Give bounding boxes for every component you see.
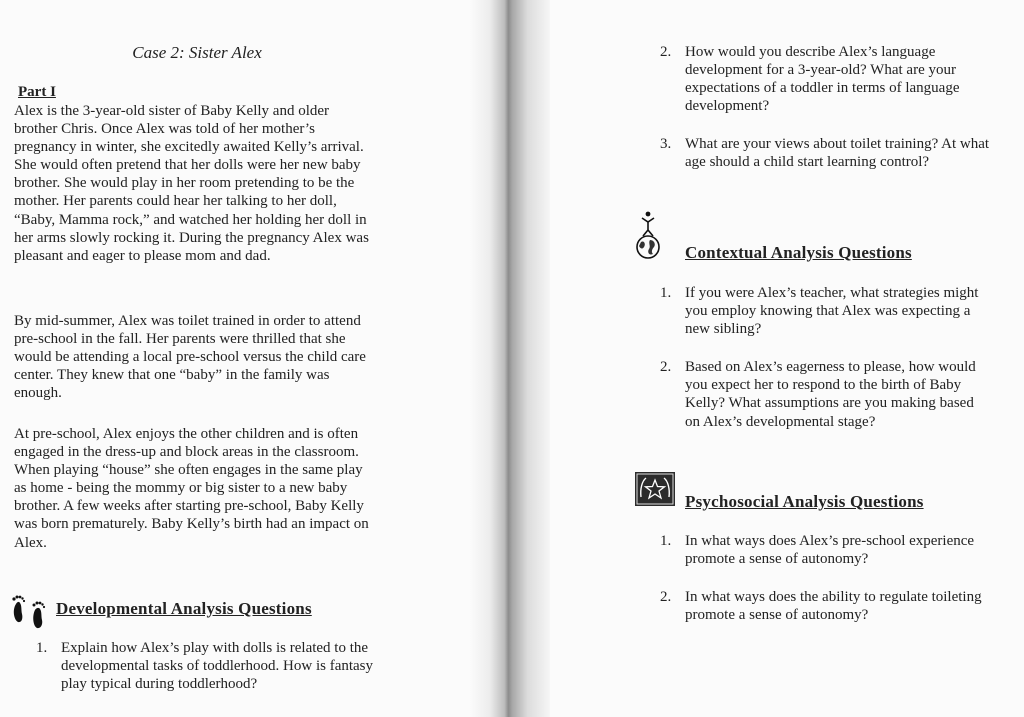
book-spine-shadow	[470, 0, 550, 717]
case-paragraph-3: At pre-school, Alex enjoys the other children and is often engaged in the dress-up and block areas in the classroom. When playing “house” she often engages in the same play as home - being the mommy or big sister to a new baby brother. A few weeks after starting pre-school, Baby Kelly was born prematurely. Baby Kelly’s birth had an impact on Alex.	[14, 426, 369, 551]
question-number: 2.	[660, 359, 672, 376]
question-number: 2.	[660, 44, 672, 60]
question-text: Based on Alex’s eagerness to please, how would you expect her to respond to the birth of Baby Kelly? What assumptions are you making based on Alex’s developmental stage?	[685, 359, 976, 430]
question-text: In what ways does Alex’s pre-school experience promote a sense of autonomy?	[685, 533, 975, 568]
contextual-questions	[660, 284, 990, 431]
list-item	[660, 532, 990, 568]
globe-figure-icon	[634, 210, 662, 264]
list-item	[660, 284, 990, 338]
left-page	[0, 0, 480, 717]
question-text: Explain how Alex’s play with dolls is related to the developmental tasks of toddlerhood. How is fantasy play typical during toddlerhood?	[61, 640, 374, 693]
hands-star-icon	[634, 471, 676, 507]
list-item	[660, 43, 990, 115]
list-item	[660, 358, 990, 430]
developmental-heading: Developmental Analysis Questions	[56, 599, 312, 618]
question-text: If you were Alex’s teacher, what strategies might you employ knowing that Alex was expecting a new sibling?	[685, 285, 979, 338]
case-title: Case 2: Sister Alex	[132, 43, 262, 62]
part-heading: Part I	[18, 84, 56, 100]
question-text: In what ways does the ability to regulate toileting promote a sense of autonomy?	[685, 589, 982, 624]
question-number: 2.	[660, 589, 672, 606]
question-number: 1.	[660, 533, 672, 549]
psychosocial-heading: Psychosocial Analysis Questions	[685, 492, 924, 511]
continued-questions	[660, 43, 990, 172]
list-item	[660, 135, 990, 171]
question-number: 1.	[660, 285, 672, 301]
question-text: What are your views about toilet training? At what age should a child start learning control?	[685, 136, 990, 171]
list-item	[36, 639, 376, 693]
question-number: 3.	[660, 136, 672, 153]
question-text: How would you describe Alex’s language development for a 3-year-old? What are your expectations of a toddler in terms of language development?	[685, 44, 960, 115]
case-paragraph-2: By mid-summer, Alex was toilet trained in order to attend pre-school in the fall. Her parents were thrilled that she would be attending a local pre-school versus the child care center. They knew that one “baby” in the family was enough.	[14, 313, 366, 402]
list-item	[660, 588, 990, 624]
developmental-questions	[36, 639, 376, 693]
right-page	[540, 0, 1024, 717]
footprints-icon	[10, 590, 48, 632]
question-number: 1.	[36, 640, 48, 656]
case-paragraph-1: Alex is the 3-year-old sister of Baby Kelly and older brother Chris. Once Alex was told of her mother’s pregnancy in winter, she excitedly awaited Kelly’s arrival. She would often pretend that her dolls were her new baby brother. She would play in her room pretending to be the mother. Her parents could hear her talking to her doll, “Baby, Mamma rock,” and watched her holding her doll in her arms slowly rocking it. During the pregnancy Alex was pleasant and eager to please mom and dad.	[14, 103, 369, 264]
contextual-heading: Contextual Analysis Questions	[685, 243, 912, 262]
psychosocial-questions	[660, 532, 990, 624]
